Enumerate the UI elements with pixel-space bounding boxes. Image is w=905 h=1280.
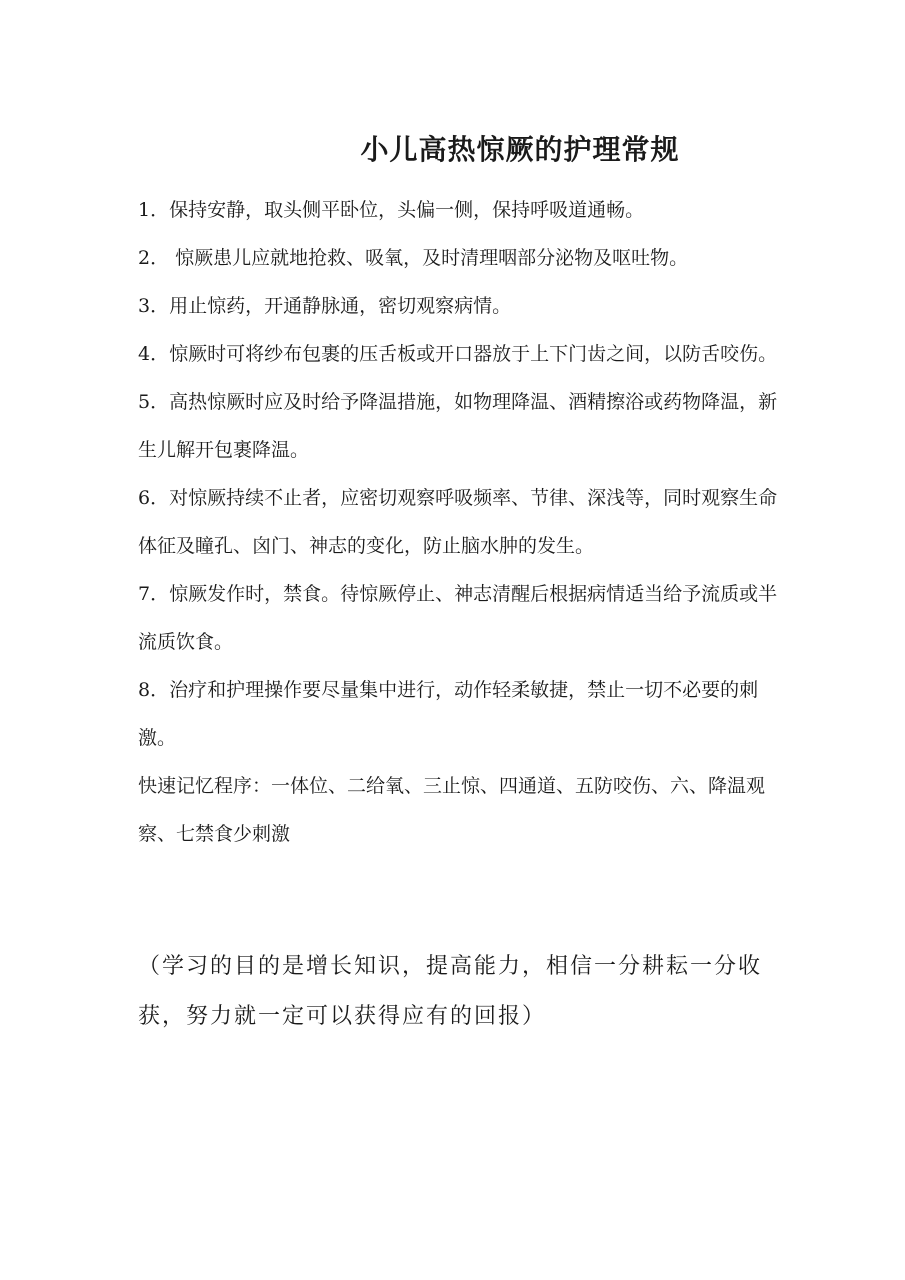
- item-number: 3．: [138, 295, 170, 317]
- item-number: 7．: [138, 583, 170, 605]
- list-item: [138, 282, 778, 330]
- list-item: [138, 330, 778, 378]
- item-number: 8．: [138, 679, 170, 701]
- motto-paragraph: （学习的目的是增长知识，提高能力，相信一分耕耘一分收获，努力就一定可以获得应有的回报）: [138, 954, 763, 1029]
- item-text: 保持安静，取头侧平卧位，头偏一侧，保持呼吸道通畅。: [169, 199, 645, 221]
- item-text: 惊厥患儿应就地抢救、吸氧，及时清理咽部分泌物及呕吐物。: [169, 247, 689, 269]
- list-item: [138, 666, 778, 762]
- item-text: 对惊厥持续不止者，应密切观察呼吸频率、节律、深浅等，同时观察生命体征及瞳孔、囟门、神志的变化，防止脑水肿的发生。: [138, 487, 778, 557]
- list-item: [138, 186, 778, 234]
- list-item: [138, 474, 778, 570]
- item-text: 惊厥发作时，禁食。待惊厥停止、神志清醒后根据病情适当给予流质或半流质饮食。: [138, 583, 778, 653]
- nursing-steps-list: [138, 186, 778, 858]
- memory-tip: 快速记忆程序：一体位、二给氧、三止惊、四通道、五防咬伤、六、降温观察、七禁食少刺激: [138, 775, 766, 845]
- list-item: [138, 234, 778, 282]
- item-text: 惊厥时可将纱布包裹的压舌板或开口器放于上下门齿之间，以防舌咬伤。: [169, 343, 778, 365]
- item-number: 1．: [138, 199, 170, 221]
- item-text: 治疗和护理操作要尽量集中进行，动作轻柔敏捷，禁止一切不必要的刺激。: [138, 679, 759, 749]
- item-text: 用止惊药，开通静脉通，密切观察病情。: [169, 295, 512, 317]
- list-item: [138, 378, 778, 474]
- item-number: 6．: [138, 487, 170, 509]
- item-number: 2．: [138, 247, 170, 269]
- item-text: 高热惊厥时应及时给予降温措施，如物理降温、酒精擦浴或药物降温，新生儿解开包裹降温。: [138, 391, 778, 461]
- list-item: [138, 570, 778, 666]
- item-number: 4．: [138, 343, 170, 365]
- item-number: 5．: [138, 391, 170, 413]
- document-title: 小儿高热惊厥的护理常规: [360, 133, 680, 166]
